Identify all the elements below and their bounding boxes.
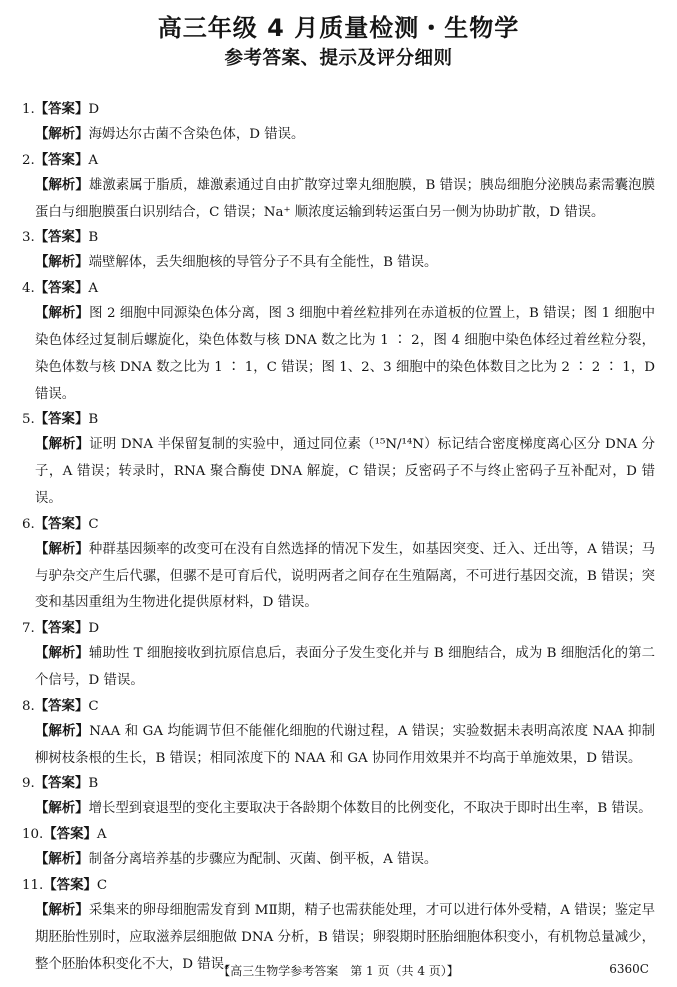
- answer-label: 【答案】: [34, 229, 89, 246]
- explanation-label: 【解析】: [35, 305, 90, 322]
- explanation: [35, 640, 655, 695]
- explanation: [35, 172, 655, 227]
- question-number: 11.: [22, 877, 44, 893]
- explanation-label: 【解析】: [35, 540, 89, 557]
- question-number: 5.: [22, 412, 35, 428]
- question-number: 4.: [22, 281, 35, 297]
- explanation-label: 【解析】: [35, 800, 89, 817]
- answer-item: [22, 823, 655, 874]
- answer-line: [22, 226, 655, 249]
- explanation-text: 雄激素属于脂质，雄激素通过自由扩散穿过睾丸细胞膜，B 错误；胰岛细胞分泌胰岛素需囊泡膜蛋白与细胞膜蛋白识别结合，C 错误；Na⁺ 顺浓度运输到转运蛋白另一侧为协助扩散，D 错误。: [35, 177, 656, 220]
- answer-item: [22, 149, 655, 227]
- answer-label: 【答案】: [43, 876, 97, 893]
- answer-value: D: [88, 102, 100, 117]
- answer-line: [22, 772, 655, 795]
- answer-item: [22, 277, 655, 408]
- page-subtitle: 参考答案、提示及评分细则: [224, 48, 453, 69]
- answer-line: [22, 874, 655, 897]
- answer-value: B: [88, 230, 99, 246]
- answer-label: 【答案】: [34, 411, 89, 428]
- explanation-label: 【解析】: [35, 645, 89, 662]
- explanation-label: 【解析】: [35, 722, 90, 739]
- answer-label: 【答案】: [43, 826, 97, 843]
- footer-page-info: 【高三生物学参考答案 第 1 页（共 4 页）】: [218, 964, 459, 978]
- answer-line: [22, 695, 655, 718]
- explanation-text: 端壁解体，丢失细胞核的导管分子不具有全能性，B 错误。: [88, 255, 438, 271]
- explanation-label: 【解析】: [35, 436, 90, 453]
- answer-value: A: [96, 827, 107, 843]
- answer-label: 【答案】: [34, 775, 89, 792]
- answer-value: C: [88, 516, 99, 532]
- answer-item: [22, 98, 655, 149]
- answer-item: [22, 617, 655, 695]
- question-number: 2.: [22, 152, 35, 168]
- answer-item: [22, 408, 655, 512]
- answer-value: A: [88, 152, 99, 168]
- explanation-label: 【解析】: [35, 126, 89, 142]
- answer-item: [22, 695, 655, 773]
- answer-item: [22, 226, 655, 277]
- explanation: [35, 846, 655, 874]
- answer-value: A: [88, 281, 99, 297]
- answer-label: 【答案】: [34, 151, 89, 168]
- question-number: 7.: [22, 621, 35, 637]
- question-number: 1.: [22, 102, 35, 117]
- explanation-label: 【解析】: [35, 254, 89, 271]
- explanation-label: 【解析】: [35, 176, 89, 193]
- answer-line: [22, 149, 655, 172]
- explanation-text: 种群基因频率的改变可在没有自然选择的情况下发生，如基因突变、迁入、迁出等，A 错误；马与驴杂交产生后代骡，但骡不是可育后代，说明两者之间存在生殖隔离，不可进行基因交流，B 错误；突变和基因重组为生物进化提供原材料，D 错误。: [35, 541, 655, 611]
- explanation-text: 增长型到衰退型的变化主要取决于各龄期个体数目的比例变化，不取决于即时出生率，B 错误。: [88, 801, 652, 817]
- answer-line: [22, 408, 655, 431]
- answer-value: D: [88, 621, 100, 637]
- explanation-text: NAA 和 GA 均能调节但不能催化细胞的代谢过程，A 错误；实验数据未表明高浓度 NAA 抑制柳树枝条根的生长，B 错误；相同浓度下的 NAA 和 GA 协同作用效果并不均高于单施效果，D 错误。: [35, 723, 655, 766]
- explanation-text: 海姆达尔古菌不含染色体，D 错误。: [88, 127, 305, 142]
- answer-label: 【答案】: [34, 620, 89, 637]
- answer-list: [22, 98, 655, 978]
- question-number: 3.: [22, 230, 35, 246]
- question-number: 9.: [22, 776, 35, 792]
- answer-item: [22, 513, 655, 617]
- explanation: [35, 300, 655, 408]
- explanation-text: 采集来的卵母细胞需发育到 MⅡ期，精子也需获能处理，才可以进行体外受精，A 错误；鉴定早期胚胎性别时，应取滋养层细胞做 DNA 分析，B 错误；卵裂期时胚胎细胞体积变小，有机物总量减少，整个胚胎体积变化不大，D 错误。: [35, 902, 655, 972]
- explanation: [35, 536, 655, 617]
- explanation-text: 图 2 细胞中同源染色体分离，图 3 细胞中着丝粒排列在赤道板的位置上，B 错误；图 1 细胞中染色体经过复制后螺旋化，染色体数与核 DNA 数之比为 1 ∶ 2，图 4 细胞中染色体经过着丝粒分裂，染色体数与核 DNA 数之比为 1 ∶ 1，C 错误；图 1、2、3 细胞中的染色体数目之比为 2 ∶ 2 ∶ 1，D 错误。: [35, 306, 655, 402]
- answer-line: [22, 98, 655, 121]
- explanation: [35, 718, 655, 773]
- answer-line: [22, 617, 655, 640]
- answer-value: C: [96, 877, 108, 893]
- explanation-label: 【解析】: [35, 901, 89, 918]
- answer-item: [22, 772, 655, 823]
- answer-value: C: [88, 698, 99, 714]
- explanation-label: 【解析】: [35, 851, 89, 868]
- answer-value: B: [88, 412, 99, 428]
- explanation-text: 制备分离培养基的步骤应为配制、灭菌、倒平板，A 错误。: [88, 852, 438, 868]
- explanation: [35, 249, 655, 277]
- answer-label: 【答案】: [34, 515, 89, 532]
- answer-line: [22, 823, 655, 846]
- answer-line: [22, 277, 655, 300]
- question-number: 8.: [22, 698, 35, 714]
- answer-label: 【答案】: [34, 697, 89, 714]
- explanation: [35, 795, 655, 823]
- question-number: 6.: [22, 516, 35, 532]
- explanation: [35, 431, 655, 512]
- answer-label: 【答案】: [34, 280, 89, 297]
- explanation-text: 证明 DNA 半保留复制的实验中，通过同位素（¹⁵N/¹⁴N）标记结合密度梯度离心区分 DNA 分子，A 错误；转录时，RNA 聚合酶使 DNA 解旋，C 错误；反密码子不与终止密码子互补配对，D 错误。: [35, 437, 656, 506]
- answer-label: 【答案】: [34, 101, 89, 117]
- explanation-text: 辅助性 T 细胞接收到抗原信息后，表面分子发生变化并与 B 细胞结合，成为 B 细胞活化的第二个信号，D 错误。: [35, 646, 655, 688]
- answer-line: [22, 513, 655, 536]
- footer-doc-code: 6360C: [609, 962, 649, 976]
- question-number: 10.: [22, 827, 44, 843]
- page-title: 高三年级 4 月质量检测・生物学: [157, 14, 520, 42]
- explanation: [35, 121, 655, 149]
- answer-value: B: [88, 776, 99, 792]
